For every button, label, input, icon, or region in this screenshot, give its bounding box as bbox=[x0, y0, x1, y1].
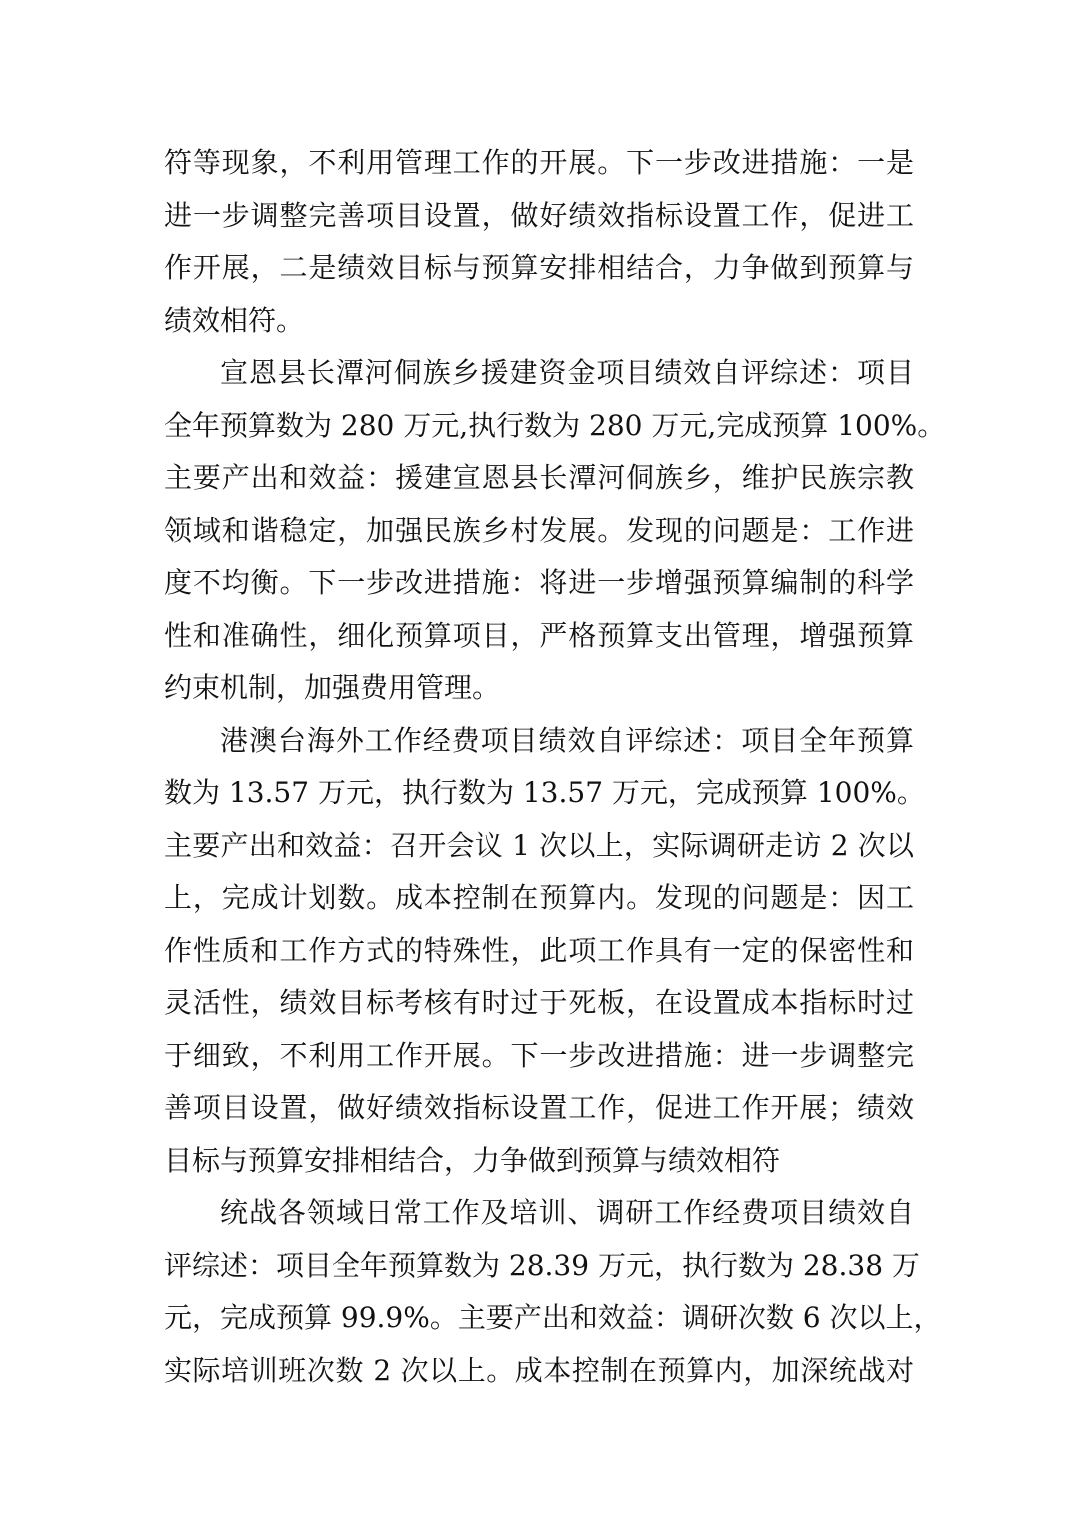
paragraph-first-line: 宣恩县长潭河侗族乡援建资金项目绩效自评综述：项目 bbox=[220, 356, 914, 389]
text-line: 约束机制，加强费用管理。 bbox=[164, 671, 501, 704]
text-line: 灵活性，绩效目标考核有时过于死板，在设置成本指标时过 bbox=[164, 986, 914, 1019]
text-line: 目标与预算安排相结合，力争做到预算与绩效相符 bbox=[164, 1144, 781, 1177]
text-line: 进一步调整完善项目设置，做好绩效指标设置工作，促进工 bbox=[164, 199, 914, 232]
text-line: 善项目设置，做好绩效指标设置工作，促进工作开展；绩效 bbox=[164, 1091, 914, 1124]
text-line: 性和准确性，细化预算项目，严格预算支出管理，增强预算 bbox=[164, 619, 914, 652]
text-line: 作开展，二是绩效目标与预算安排相结合，力争做到预算与 bbox=[164, 251, 914, 284]
paragraph-first-line: 港澳台海外工作经费项目绩效自评综述：项目全年预算 bbox=[220, 724, 914, 757]
text-line: 全年预算数为 280 万元,执行数为 280 万元,完成预算 100%。 bbox=[164, 409, 946, 442]
text-line: 作性质和工作方式的特殊性，此项工作具有一定的保密性和 bbox=[164, 934, 914, 967]
text-line: 评综述：项目全年预算数为 28.39 万元，执行数为 28.38 万 bbox=[164, 1249, 920, 1282]
text-line: 主要产出和效益：召开会议 1 次以上，实际调研走访 2 次以 bbox=[164, 829, 914, 862]
text-line: 主要产出和效益：援建宣恩县长潭河侗族乡，维护民族宗教 bbox=[164, 461, 914, 494]
text-line: 于细致，不利用工作开展。下一步改进措施：进一步调整完 bbox=[164, 1039, 914, 1072]
text-line: 绩效相符。 bbox=[164, 304, 305, 337]
text-line: 领域和谐稳定，加强民族乡村发展。发现的问题是：工作进 bbox=[164, 514, 914, 547]
text-line: 数为 13.57 万元，执行数为 13.57 万元，完成预算 100%。 bbox=[164, 776, 925, 809]
text-line: 实际培训班次数 2 次以上。成本控制在预算内，加深统战对 bbox=[164, 1354, 914, 1387]
text-line: 元，完成预算 99.9%。主要产出和效益：调研次数 6 次以上， bbox=[164, 1301, 942, 1334]
text-line: 上，完成计划数。成本控制在预算内。发现的问题是：因工 bbox=[164, 881, 914, 914]
text-line: 符等现象，不利用管理工作的开展。下一步改进措施：一是 bbox=[164, 146, 914, 179]
text-line: 度不均衡。下一步改进措施：将进一步增强预算编制的科学 bbox=[164, 566, 914, 599]
paragraph-first-line: 统战各领域日常工作及培训、调研工作经费项目绩效自 bbox=[220, 1196, 914, 1229]
